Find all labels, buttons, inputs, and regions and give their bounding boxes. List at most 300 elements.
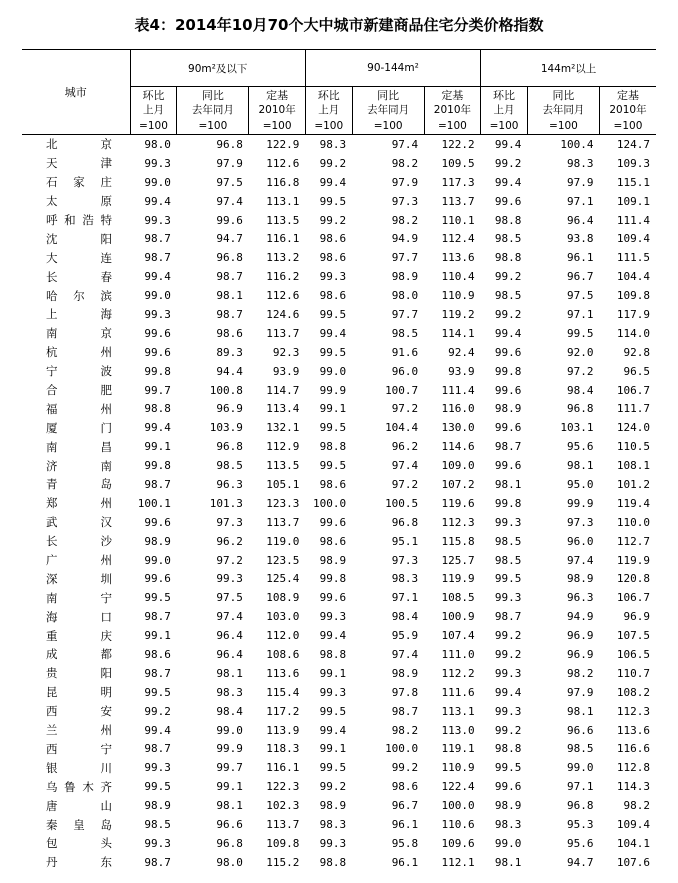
index-value: 97.9 (566, 685, 594, 699)
table-row (22, 324, 656, 343)
index-value: 119.2 (441, 307, 475, 321)
index-value: 98.1 (216, 799, 243, 813)
index-value: 99.4 (319, 629, 347, 643)
index-value: 112.9 (266, 440, 300, 454)
index-value: 96.8 (566, 799, 594, 813)
index-value: 98.5 (494, 289, 522, 303)
index-value: 107.4 (441, 629, 475, 643)
index-value: 116.2 (266, 270, 300, 284)
index-value: 98.6 (319, 289, 347, 303)
index-value: 91.6 (391, 345, 419, 359)
table-row (22, 664, 656, 683)
index-value: 98.5 (391, 326, 419, 340)
index-value: 98.1 (216, 666, 243, 680)
index-value: 93.8 (566, 232, 594, 246)
index-value: 113.7 (266, 515, 300, 529)
index-value: 98.0 (144, 137, 171, 151)
index-value: 95.1 (391, 534, 419, 548)
index-value: 113.7 (441, 194, 475, 208)
index-value: 96.6 (566, 723, 594, 737)
table-row (22, 418, 656, 437)
index-value: 98.9 (319, 799, 347, 813)
base-line2: =100 (130, 118, 177, 135)
index-value: 99.6 (216, 213, 243, 227)
index-value: 98.6 (391, 780, 419, 794)
city-name: 深圳 (46, 571, 113, 586)
base-line1: 2010年 (599, 103, 656, 118)
index-value: 96.8 (216, 440, 243, 454)
index-value: 99.5 (494, 572, 522, 586)
index-value: 99.6 (144, 572, 171, 586)
index-value: 98.7 (144, 855, 171, 869)
index-value: 124.6 (266, 307, 300, 321)
index-value: 112.2 (441, 666, 475, 680)
index-value: 99.8 (494, 496, 522, 510)
index-value: 92.3 (272, 345, 300, 359)
base-line2: =100 (249, 118, 305, 135)
index-value: 106.7 (616, 591, 650, 605)
index-value: 109.3 (616, 156, 650, 170)
index-value: 98.7 (391, 704, 419, 718)
city-name: 成都 (46, 647, 113, 662)
index-value: 97.2 (391, 402, 419, 416)
table-row (22, 721, 656, 740)
index-value: 99.8 (319, 572, 347, 586)
index-value: 94.9 (391, 232, 419, 246)
base-line2: =100 (481, 118, 528, 135)
index-value: 94.7 (216, 232, 243, 246)
index-value: 96.9 (566, 647, 594, 661)
index-value: 99.5 (144, 780, 171, 794)
index-value: 99.0 (144, 553, 171, 567)
table-row (22, 154, 656, 173)
index-value: 110.5 (616, 440, 650, 454)
index-value: 98.5 (494, 232, 522, 246)
index-value: 109.1 (616, 194, 650, 208)
table-row (22, 702, 656, 721)
index-value: 95.8 (391, 836, 419, 850)
index-value: 109.6 (441, 836, 475, 850)
index-value: 96.3 (216, 477, 243, 491)
index-value: 112.6 (266, 156, 300, 170)
index-value: 97.2 (391, 477, 419, 491)
index-value: 97.4 (566, 553, 594, 567)
index-value: 99.6 (494, 194, 522, 208)
city-name: 昆明 (46, 685, 113, 700)
index-value: 122.9 (266, 137, 300, 151)
index-value: 98.9 (391, 666, 419, 680)
index-value: 115.8 (441, 534, 475, 548)
table-row (22, 607, 656, 626)
index-value: 119.9 (441, 572, 475, 586)
city-name: 呼和浩特 (46, 213, 113, 227)
index-value: 99.3 (144, 213, 171, 227)
index-value: 99.3 (319, 610, 347, 624)
index-value: 99.4 (494, 685, 522, 699)
index-value: 98.1 (494, 477, 522, 491)
index-value: 99.2 (319, 213, 347, 227)
index-value: 92.8 (623, 345, 650, 359)
city-name: 上海 (46, 307, 113, 322)
index-value: 99.3 (494, 704, 522, 718)
index-value: 110.6 (441, 818, 475, 831)
table-row (22, 683, 656, 702)
table-row (22, 211, 656, 230)
index-value: 113.6 (441, 251, 475, 265)
index-value: 109.0 (441, 459, 475, 473)
index-value: 95.0 (566, 477, 594, 491)
index-value: 113.4 (266, 402, 300, 416)
index-value: 98.7 (144, 477, 171, 491)
index-value: 100.0 (441, 799, 475, 813)
index-value: 98.3 (319, 818, 347, 831)
city-name: 长春 (46, 269, 113, 284)
index-value: 98.8 (144, 402, 171, 416)
index-value: 99.8 (144, 364, 171, 378)
index-value: 98.6 (319, 534, 347, 548)
table-row (22, 475, 656, 494)
index-value: 99.2 (494, 647, 522, 661)
index-value: 99.1 (216, 780, 243, 794)
index-value: 98.2 (623, 799, 650, 813)
index-value: 112.8 (616, 761, 650, 775)
index-value: 108.6 (266, 647, 300, 661)
index-value: 99.4 (144, 194, 171, 208)
index-value: 112.6 (266, 289, 300, 303)
index-value: 99.5 (566, 326, 594, 340)
city-name: 唐山 (46, 798, 113, 813)
index-value: 96.5 (623, 364, 650, 378)
index-value: 96.1 (566, 251, 594, 265)
index-value: 98.7 (216, 307, 243, 321)
index-value: 99.2 (391, 761, 419, 775)
table-row (22, 532, 656, 551)
index-value: 98.6 (319, 232, 347, 246)
index-value: 109.4 (616, 232, 650, 246)
index-value: 98.8 (494, 213, 522, 227)
index-value: 96.0 (566, 534, 594, 548)
index-value: 115.4 (266, 685, 300, 699)
index-value: 122.2 (441, 137, 475, 151)
index-value: 97.2 (566, 364, 594, 378)
group-header-small: 90m²及以下 (130, 50, 305, 87)
index-value: 99.0 (144, 175, 171, 189)
index-value: 110.4 (441, 270, 475, 284)
index-value: 125.7 (441, 553, 475, 567)
city-name: 福州 (46, 401, 113, 416)
index-value: 107.6 (616, 855, 650, 869)
index-value: 113.5 (266, 459, 300, 473)
index-value: 98.8 (319, 855, 347, 869)
index-value: 109.4 (616, 818, 650, 831)
index-value: 98.2 (391, 723, 419, 737)
city-name: 哈尔滨 (46, 288, 113, 303)
index-value: 97.4 (391, 137, 419, 151)
index-value: 99.4 (319, 723, 347, 737)
index-value: 113.2 (266, 251, 300, 265)
index-value: 113.1 (441, 704, 475, 718)
city-name: 宁波 (46, 364, 113, 379)
index-value: 110.9 (441, 289, 475, 303)
table-row (22, 513, 656, 532)
base-line2: =100 (305, 118, 352, 135)
index-value: 98.1 (566, 459, 594, 473)
index-value: 103.0 (266, 610, 300, 624)
index-value: 96.1 (391, 855, 419, 869)
city-name: 银川 (46, 760, 113, 775)
index-value: 98.6 (319, 477, 347, 491)
sub-header-yoy: 同比 (527, 87, 599, 104)
index-value: 98.3 (566, 156, 594, 170)
index-value: 112.4 (441, 232, 475, 246)
index-value: 96.2 (391, 440, 419, 454)
index-value: 99.6 (494, 780, 522, 794)
index-value: 98.9 (566, 572, 594, 586)
index-value: 119.4 (616, 496, 650, 510)
index-value: 96.8 (566, 402, 594, 416)
index-value: 97.9 (391, 175, 419, 189)
index-value: 100.8 (209, 383, 243, 397)
index-value: 119.6 (441, 496, 475, 510)
index-value: 97.1 (391, 591, 419, 605)
index-value: 105.1 (266, 477, 300, 491)
table-row (22, 192, 656, 211)
table-row (22, 286, 656, 305)
index-value: 96.8 (216, 836, 243, 850)
index-value: 98.5 (494, 534, 522, 548)
index-value: 97.3 (391, 194, 419, 208)
index-value: 100.7 (385, 383, 419, 397)
base-line1: 去年同月 (352, 103, 424, 118)
index-value: 99.3 (494, 515, 522, 529)
index-value: 123.5 (266, 553, 300, 567)
index-value: 99.4 (144, 723, 171, 737)
city-name: 西宁 (46, 741, 113, 756)
index-value: 99.3 (319, 836, 347, 850)
base-line1: 2010年 (249, 103, 305, 118)
index-value: 99.4 (144, 421, 171, 435)
index-value: 101.3 (209, 496, 243, 510)
index-value: 111.4 (616, 213, 650, 227)
index-value: 99.8 (494, 364, 522, 378)
base-line1: 2010年 (424, 103, 480, 118)
index-value: 97.2 (216, 553, 243, 567)
index-value: 96.8 (391, 515, 419, 529)
sub-header-fixed: 定基 (424, 87, 480, 104)
index-value: 98.4 (391, 610, 419, 624)
index-value: 98.3 (216, 685, 243, 699)
index-value: 98.1 (494, 855, 522, 869)
index-value: 99.5 (319, 704, 347, 718)
index-value: 111.4 (441, 383, 475, 397)
index-value: 98.3 (391, 572, 419, 586)
index-value: 99.5 (144, 685, 171, 699)
city-name: 石家庄 (46, 175, 113, 190)
index-value: 98.5 (144, 818, 171, 831)
table-row (22, 399, 656, 418)
index-value: 99.3 (144, 836, 171, 850)
index-value: 98.5 (494, 553, 522, 567)
index-value: 98.9 (144, 799, 171, 813)
index-value: 117.2 (266, 704, 300, 718)
index-value: 97.8 (391, 685, 419, 699)
index-value: 115.2 (266, 855, 300, 869)
index-value: 96.2 (216, 534, 243, 548)
index-value: 99.2 (319, 156, 347, 170)
table-row (22, 588, 656, 607)
index-value: 98.4 (216, 704, 243, 718)
index-value: 98.9 (391, 270, 419, 284)
index-value: 99.6 (144, 515, 171, 529)
index-value: 98.3 (494, 818, 522, 831)
index-value: 98.7 (144, 742, 171, 756)
index-value: 99.0 (319, 364, 347, 378)
table-row (22, 494, 656, 513)
index-value: 116.0 (441, 402, 475, 416)
index-value: 101.2 (616, 477, 650, 491)
index-value: 98.0 (391, 289, 419, 303)
index-value: 94.4 (216, 364, 243, 378)
index-value: 113.6 (266, 666, 300, 680)
index-value: 110.1 (441, 213, 475, 227)
index-value: 93.9 (272, 364, 300, 378)
table-row (22, 229, 656, 248)
index-value: 98.0 (216, 855, 243, 869)
index-value: 98.2 (391, 156, 419, 170)
table-title: 表4：2014年10月70个大中城市新建商品住宅分类价格指数 (134, 16, 544, 34)
table-row (22, 456, 656, 475)
index-value: 110.0 (616, 515, 650, 529)
index-value: 98.1 (216, 289, 243, 303)
index-value: 104.4 (385, 421, 419, 435)
city-name: 长沙 (46, 534, 113, 549)
index-value: 108.2 (616, 685, 650, 699)
index-value: 98.7 (216, 270, 243, 284)
city-name: 海口 (46, 609, 113, 624)
base-line1: 去年同月 (527, 103, 599, 118)
index-value: 113.5 (266, 213, 300, 227)
index-value: 99.9 (319, 383, 347, 397)
index-value: 96.6 (216, 818, 243, 831)
index-value: 96.9 (623, 610, 650, 624)
index-value: 114.3 (616, 780, 650, 794)
table-row (22, 362, 656, 381)
city-name: 包头 (46, 836, 113, 851)
index-value: 113.6 (616, 723, 650, 737)
index-value: 95.3 (566, 818, 594, 831)
city-name: 青岛 (46, 477, 113, 492)
index-value: 97.1 (566, 307, 594, 321)
index-value: 114.1 (441, 326, 475, 340)
index-value: 89.3 (216, 345, 243, 359)
index-value: 113.1 (266, 194, 300, 208)
index-value: 97.3 (391, 553, 419, 567)
index-value: 106.7 (616, 383, 650, 397)
sub-header-fixed: 定基 (249, 87, 305, 104)
index-value: 119.0 (266, 534, 300, 548)
index-value: 111.5 (616, 251, 650, 265)
index-value: 99.3 (144, 761, 171, 775)
index-value: 99.0 (144, 289, 171, 303)
city-name: 济南 (46, 458, 113, 473)
index-value: 94.9 (566, 610, 594, 624)
index-value: 113.9 (266, 723, 300, 737)
index-value: 96.1 (391, 818, 419, 831)
index-value: 96.3 (566, 591, 594, 605)
index-value: 124.0 (616, 421, 650, 435)
index-value: 99.3 (319, 270, 347, 284)
index-value: 115.1 (616, 175, 650, 189)
index-value: 94.7 (566, 855, 594, 869)
index-value: 97.3 (566, 515, 594, 529)
base-line2: =100 (352, 118, 424, 135)
index-value: 98.5 (216, 459, 243, 473)
index-value: 116.8 (266, 175, 300, 189)
index-value: 99.6 (144, 345, 171, 359)
index-value: 109.8 (266, 836, 300, 850)
index-value: 99.4 (319, 326, 347, 340)
index-value: 99.1 (144, 629, 171, 643)
index-value: 124.7 (616, 137, 650, 151)
index-value: 96.9 (216, 402, 243, 416)
index-value: 99.1 (144, 440, 171, 454)
index-value: 99.2 (494, 156, 522, 170)
index-value: 99.6 (494, 383, 522, 397)
index-value: 99.5 (319, 307, 347, 321)
index-value: 122.3 (266, 780, 300, 794)
index-value: 98.7 (144, 666, 171, 680)
index-value: 97.7 (391, 307, 419, 321)
base-line2: =100 (527, 118, 599, 135)
index-value: 96.4 (566, 213, 594, 227)
city-name: 重庆 (46, 628, 113, 643)
index-value: 99.4 (494, 326, 522, 340)
index-value: 99.6 (494, 459, 522, 473)
index-value: 106.5 (616, 647, 650, 661)
index-value: 97.4 (216, 194, 243, 208)
index-value: 104.4 (616, 270, 650, 284)
index-value: 99.6 (144, 326, 171, 340)
table-row (22, 381, 656, 400)
index-value: 100.0 (385, 742, 419, 756)
index-value: 114.7 (266, 383, 300, 397)
sub-header-yoy: 同比 (352, 87, 424, 104)
city-name: 沈阳 (46, 231, 113, 246)
city-name: 乌鲁木齐 (46, 779, 113, 794)
index-value: 98.9 (494, 799, 522, 813)
index-value: 99.5 (319, 421, 347, 435)
city-name: 西安 (46, 704, 113, 719)
index-value: 123.3 (266, 496, 300, 510)
table-row (22, 815, 656, 834)
index-value: 95.6 (566, 440, 594, 454)
index-value: 99.4 (494, 175, 522, 189)
index-value: 98.8 (494, 742, 522, 756)
index-value: 120.8 (616, 572, 650, 586)
table-row (22, 569, 656, 588)
index-value: 97.5 (566, 289, 594, 303)
index-value: 92.0 (566, 345, 594, 359)
table-row (22, 777, 656, 796)
city-name: 武汉 (46, 515, 113, 530)
table-row (22, 437, 656, 456)
index-value: 99.6 (494, 421, 522, 435)
index-value: 116.1 (266, 232, 300, 246)
index-value: 100.9 (441, 610, 475, 624)
city-name: 兰州 (46, 723, 113, 738)
index-value: 92.4 (448, 345, 475, 359)
index-value: 116.6 (616, 742, 650, 756)
